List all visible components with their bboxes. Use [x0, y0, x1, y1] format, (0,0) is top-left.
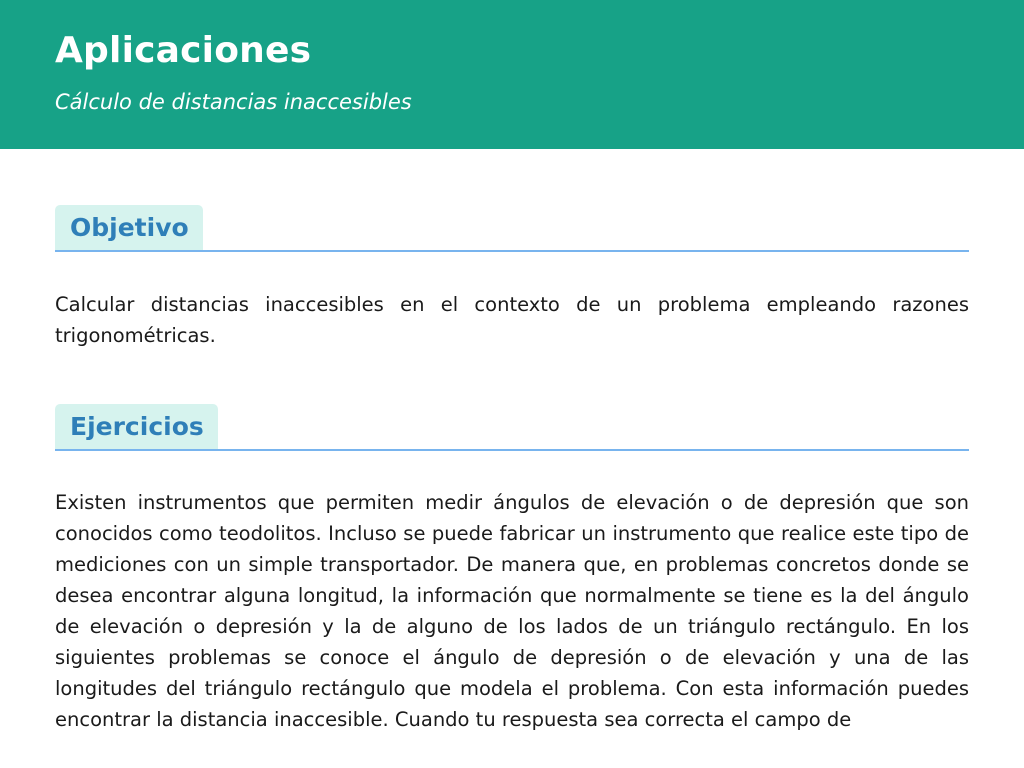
section-heading-exercises: Ejercicios: [55, 404, 218, 449]
section-heading-objective: Objetivo: [55, 205, 203, 250]
section-heading-row: [55, 205, 969, 252]
section-text-exercises: Existen instrumentos que permiten medir ángulos de elevación o de depresión que son conocidos como teodolitos. Incluso se puede fabricar un instrumento que realice este tipo de mediciones con un simple transportador. De manera que, en problemas concretos donde se desea encontrar alguna longitud, la información que normalmente se tiene es la del ángulo de elevación o depresión y la de alguno de los lados de un triángulo rectángulo. En los siguientes problemas se conoce el ángulo de depresión o de elevación y una de las longitudes del triángulo rectángulo que modela el problema. Con esta información puedes encontrar la distancia inaccesible. Cuando tu respuesta sea correcta el campo de: [55, 491, 969, 731]
section-exercises: [55, 404, 969, 735]
section-heading-row: [55, 404, 969, 451]
main-content: [0, 205, 1024, 735]
section-objective: [55, 205, 969, 351]
page-title: Aplicaciones: [55, 30, 312, 71]
section-text-objective: Calcular distancias inaccesibles en el contexto de un problema empleando razones trigonométricas.: [55, 293, 969, 347]
page-subtitle: Cálculo de distancias inaccesibles: [55, 90, 412, 114]
page-header: [0, 0, 1024, 149]
